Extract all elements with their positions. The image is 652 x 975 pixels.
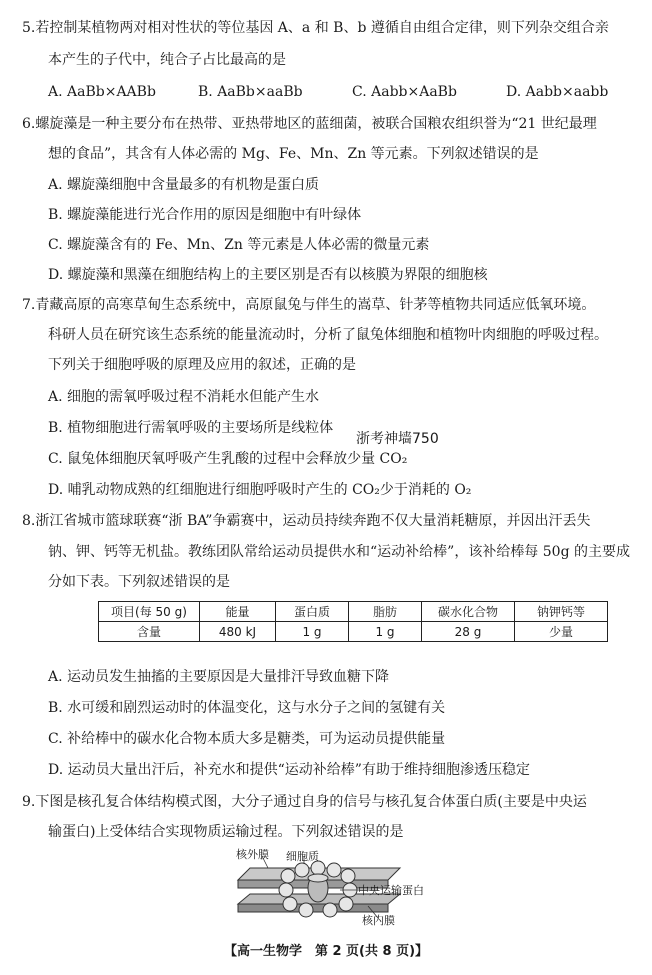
table-cell: 1 g [276, 622, 349, 642]
q8-stem-line-3: 分如下表。下列叙述错误的是 [48, 574, 230, 590]
table-cell: 480 kJ [200, 622, 276, 642]
q9-stem-line-1: 9.下图是核孔复合体结构模式图，大分子通过自身的信号与核孔复合体蛋白质(主要是中央运 [22, 794, 587, 810]
q5-option-a: A. AaBb×AABb [48, 84, 156, 100]
page-footer: 【高一生物学 第 2 页(共 8 页)】 [223, 944, 429, 959]
q8-option-c: C. 补给棒中的碳水化合物本质大多是糖类，可为运动员提供能量 [48, 731, 446, 747]
table-header-cell: 碳水化合物 [422, 602, 515, 622]
q6-option-c: C. 螺旋藻含有的 Fe、Mn、Zn 等元素是人体必需的微量元素 [48, 237, 430, 253]
q6-option-d: D. 螺旋藻和黑藻在细胞结构上的主要区别是否有以核膜为界限的细胞核 [48, 267, 488, 283]
table-cell: 1 g [349, 622, 422, 642]
q7-option-c: C. 鼠兔体细胞厌氧呼吸产生乳酸的过程中会释放少量 CO₂ [48, 451, 408, 467]
table-header-cell: 能量 [200, 602, 276, 622]
q8-option-d: D. 运动员大量出汗后，补充水和提供“运动补给棒”有助于维持细胞渗透压稳定 [48, 762, 530, 778]
watermark-text: 浙考神墙750 [356, 431, 439, 447]
q6-option-a: A. 螺旋藻细胞中含量最多的有机物是蛋白质 [48, 177, 320, 193]
label-inner-membrane: 核内膜 [362, 914, 395, 927]
label-outer-membrane: 核外膜 [236, 848, 269, 861]
table-header-row [99, 602, 608, 622]
q5-stem-line-1: 5.若控制某植物两对相对性状的等位基因 A、a 和 B、b 遵循自由组合定律，则下列杂交组合亲 [22, 20, 609, 36]
q7-stem-line-2: 科研人员在研究该生态系统的能量流动时，分析了鼠兔体细胞和植物叶肉细胞的呼吸过程。 [48, 327, 608, 343]
table-row [99, 622, 608, 642]
table-header-cell: 脂肪 [349, 602, 422, 622]
q7-option-a: A. 细胞的需氧呼吸过程不消耗水但能产生水 [48, 389, 320, 405]
table-header-cell: 项目(每 50 g) [99, 602, 200, 622]
q8-stem-line-2: 钠、钾、钙等无机盐。教练团队常给运动员提供水和“运动补给棒”，该补给棒每 50g 的主要成 [48, 544, 630, 560]
label-central-transporter: 中央运输蛋白 [358, 884, 424, 897]
q5-option-b: B. AaBb×aaBb [198, 84, 303, 100]
q5-stem-line-2: 本产生的子代中，纯合子占比最高的是 [48, 52, 286, 68]
q7-stem-line-1: 7.青藏高原的高寒草甸生态系统中，高原鼠兔与伴生的嵩草、针茅等植物共同适应低氧环境。 [22, 297, 596, 313]
q6-stem-line-1: 6.螺旋藻是一种主要分布在热带、亚热带地区的蓝细菌，被联合国粮农组织誉为“21 世纪最理 [22, 116, 597, 132]
q7-stem-line-3: 下列关于细胞呼吸的原理及应用的叙述，正确的是 [48, 357, 356, 373]
q8-stem-line-1: 8.浙江省城市篮球联赛“浙 BA”争霸赛中，运动员持续奔跑不仅大量消耗糖原，并因出汗丢失 [22, 513, 591, 529]
q5-option-c: C. Aabb×AaBb [352, 84, 457, 100]
q7-option-d: D. 哺乳动物成熟的红细胞进行细胞呼吸时产生的 CO₂少于消耗的 O₂ [48, 482, 472, 498]
q6-stem-line-2: 想的食品”，其含有人体必需的 Mg、Fe、Mn、Zn 等元素。下列叙述错误的是 [48, 146, 539, 162]
q6-option-b: B. 螺旋藻能进行光合作用的原因是细胞中有叶绿体 [48, 207, 362, 223]
table-cell: 含量 [99, 622, 200, 642]
q5-option-d: D. Aabb×aabb [506, 84, 609, 100]
table-cell: 28 g [422, 622, 515, 642]
q8-option-b: B. 水可缓和剧烈运动时的体温变化，这与水分子之间的氢键有关 [48, 700, 446, 716]
q7-option-b: B. 植物细胞进行需氧呼吸的主要场所是线粒体 [48, 420, 334, 436]
q9-stem-line-2: 输蛋白)上受体结合实现物质运输过程。下列叙述错误的是 [48, 824, 404, 840]
label-cytoplasm: 细胞质 [286, 850, 319, 863]
nutrition-table [98, 601, 608, 642]
table-cell: 少量 [515, 622, 608, 642]
table-header-cell: 蛋白质 [276, 602, 349, 622]
q8-option-a: A. 运动员发生抽搐的主要原因是大量排汗导致血糖下降 [48, 669, 390, 685]
table-header-cell: 钠钾钙等 [515, 602, 608, 622]
